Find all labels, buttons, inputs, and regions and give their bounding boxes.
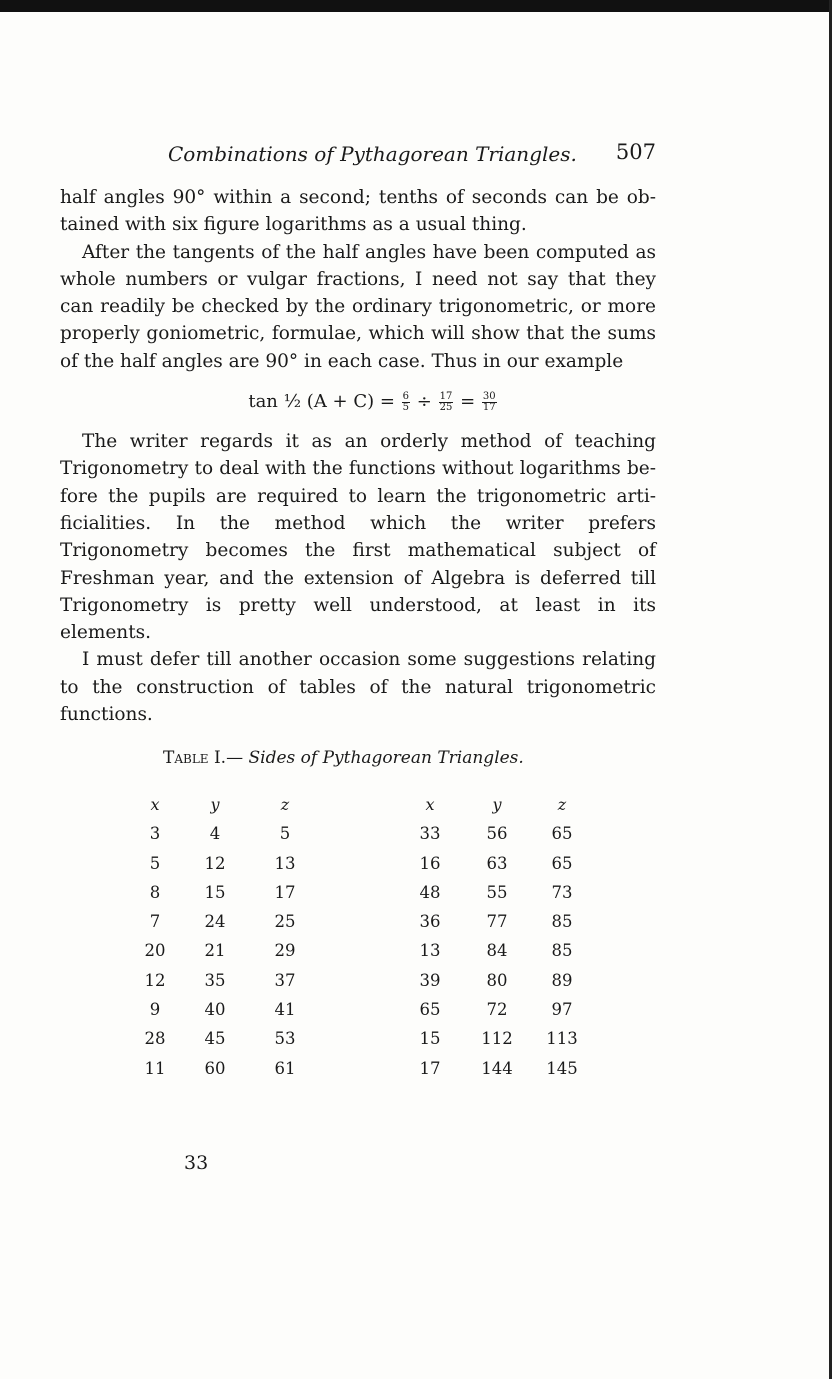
table-row [0,1024,832,1053]
paragraph: The writer regards it as an orderly method of teaching Trigonometry to deal with the functions without logarithms be-fore the pupils are required to learn the trigonometric arti-ficialities. In the method which the writer prefers Trigonometry becomes the first mathematical subject of Freshman year, and the extension of Algebra is deferred till Trigonometry is pretty well understood, at least in its elements. [60,431,656,644]
column-header: x [150,795,160,814]
column-header: y [210,795,220,814]
paragraph: I must defer till another occasion some suggestions relating to the construction of tables of the natural trigonometric functions. [60,649,656,726]
table-cell: 20 [144,941,166,961]
table-cell: 77 [486,912,508,932]
table-cell: 29 [274,941,296,961]
table-cell: 80 [486,970,508,990]
table-cell: 85 [551,912,573,932]
table-cell: 11 [144,1058,166,1078]
page-number: 507 [615,140,656,164]
table-cell: 63 [486,853,508,873]
table-cell: 40 [204,1000,226,1020]
table-cell: 35 [204,970,226,990]
fraction: $\frac{30}{17}$ [482,390,496,413]
scan-top-edge [0,0,832,12]
table-row [0,907,832,936]
table-cell: 112 [481,1029,513,1049]
column-header: y [492,795,502,814]
table-cell: 24 [204,912,226,932]
table-cell: 65 [551,853,573,873]
table-cell: 145 [546,1058,578,1078]
formula-equals: = [460,391,476,413]
formula [60,388,656,416]
table-cell: 5 [149,853,161,873]
formula-operator: ÷ [416,391,432,413]
signature-mark: 33 [184,1152,209,1174]
table-cell: 33 [419,824,441,844]
table-title: Sides of Pythagorean Triangles. [248,748,524,768]
table-cell: 4 [209,824,221,844]
table-cell: 28 [144,1029,166,1049]
table-cell: 45 [204,1029,226,1049]
page-header [60,140,656,170]
table-cell: 73 [551,882,573,902]
table-cell: 17 [419,1058,441,1078]
fraction: $\frac{6}{5}$ [402,390,410,413]
running-title: Combinations of Pythagorean Triangles. [168,142,577,166]
table-row [0,878,832,907]
table-cell: 113 [546,1029,578,1049]
table-row [0,819,832,848]
table-cell: 41 [274,1000,296,1020]
table-cell: 39 [419,970,441,990]
table-cell: 36 [419,912,441,932]
table-cell: 21 [204,941,226,961]
table-cell: 12 [144,970,166,990]
table-cell: 60 [204,1058,226,1078]
table-cell: 72 [486,1000,508,1020]
table-cell: 7 [149,912,161,932]
table-row [0,966,832,995]
table-cell: 85 [551,941,573,961]
table-cell: 65 [551,824,573,844]
table-cell: 89 [551,970,573,990]
table-cell: 12 [204,853,226,873]
table-row [0,1054,832,1083]
fraction: $\frac{17}{25}$ [439,390,453,413]
table-row [0,936,832,965]
table-header-row [0,790,832,819]
formula-lhs: tan ½ (A + C) = [248,391,395,413]
column-header: z [280,795,290,814]
table-cell: 13 [419,941,441,961]
column-header: x [425,795,435,814]
table-label: Table I.— [163,748,244,768]
paragraph: half angles 90° within a second; tenths of seconds can be ob-tained with six figure logarithms as a usual thing. [60,187,656,236]
table-caption [163,748,524,768]
body-text [60,184,656,728]
table-cell: 65 [419,1000,441,1020]
table-cell: 84 [486,941,508,961]
table-cell: 5 [279,824,291,844]
table-cell: 3 [149,824,161,844]
table-row [0,849,832,878]
table-cell: 9 [149,1000,161,1020]
table-cell: 17 [274,882,296,902]
table-cell: 8 [149,882,161,902]
paragraph: After the tangents of the half angles have been computed as whole numbers or vulgar fractions, I need not say that they can readily be checked by the ordinary trigonometric, or more properly goniometric, formulae, which will show that the sums of the half angles are 90° in each case. Thus in our example [60,241,656,372]
table-cell: 15 [419,1029,441,1049]
table-cell: 37 [274,970,296,990]
pythagorean-table [0,790,832,1083]
table-cell: 61 [274,1058,296,1078]
table-cell: 13 [274,853,296,873]
table-cell: 144 [481,1058,513,1078]
table-cell: 53 [274,1029,296,1049]
table-cell: 25 [274,912,296,932]
table-cell: 16 [419,853,441,873]
table-cell: 55 [486,882,508,902]
table-cell: 97 [551,1000,573,1020]
table-cell: 48 [419,882,441,902]
table-cell: 56 [486,824,508,844]
column-header: z [557,795,567,814]
table-row [0,995,832,1024]
table-cell: 15 [204,882,226,902]
